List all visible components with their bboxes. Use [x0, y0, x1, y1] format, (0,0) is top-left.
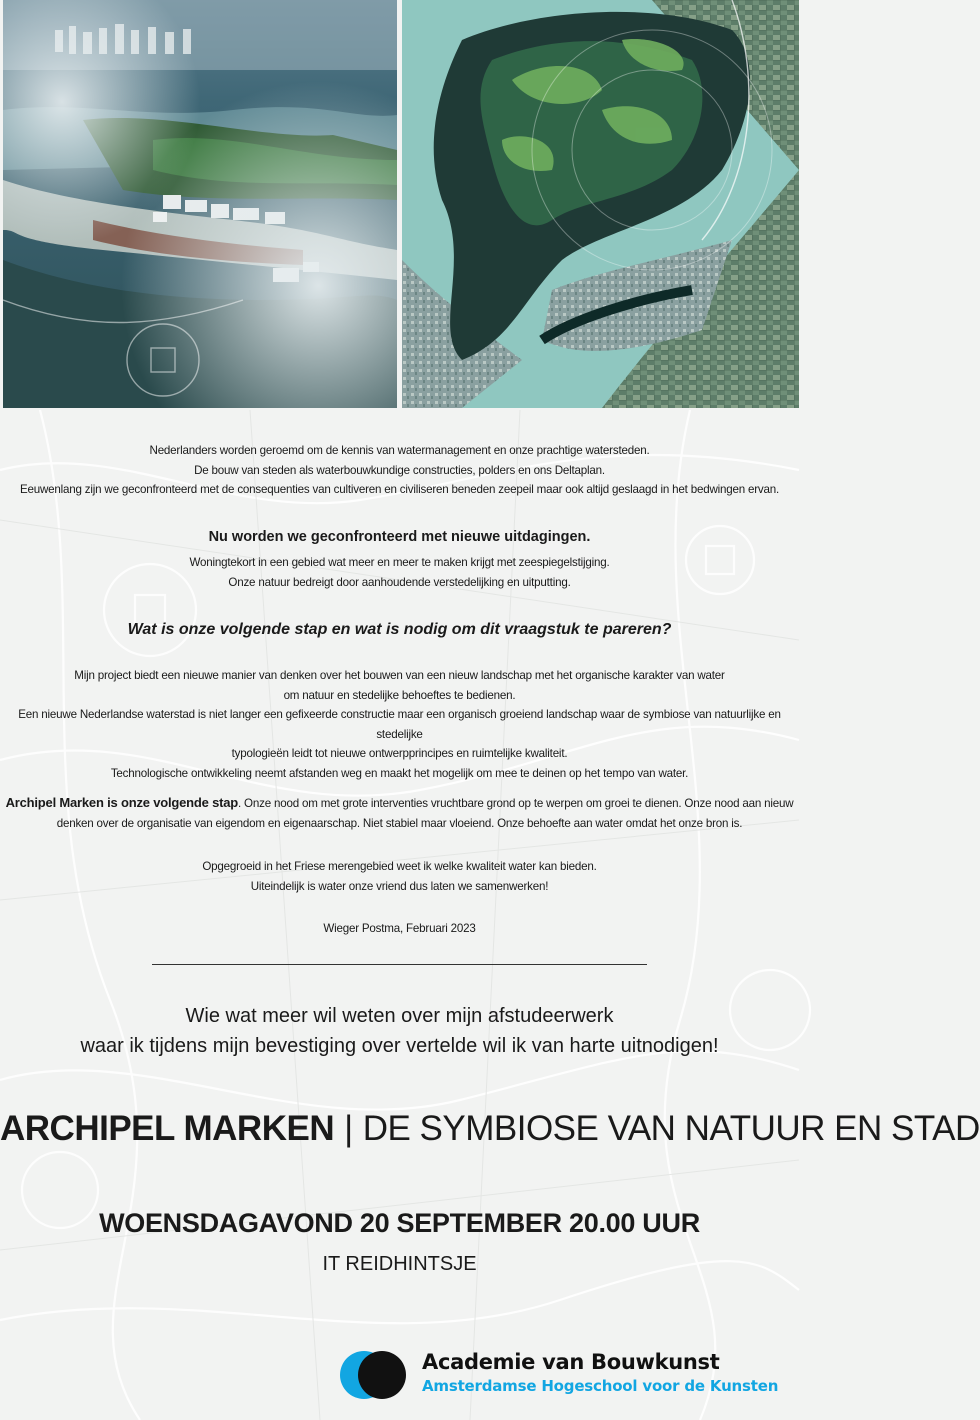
key-question: Wat is onze volgende stap en wat is nodig om dit vraagstuk te pareren?: [127, 621, 672, 638]
text-line: Woningtekort in een gebied wat meer en meer te maken krijgt met zeespiegelstijging.: [189, 556, 610, 569]
text-line: Eeuwenlang zijn we geconfronteerd met de consequenties van cultiveren en civiliseren beneden zeepeil maar ook altijd geslaagd in het bedwingen ervan.: [19, 483, 780, 497]
project-name: ARCHIPEL MARKEN: [0, 1109, 335, 1148]
text-line: De bouw van steden als waterbouwkundige constructies, polders en ons Deltaplan.: [194, 463, 605, 477]
text-line: [0, 793, 799, 814]
logo-circles-icon: [338, 1348, 410, 1402]
event-datetime: WOENSDAGAVOND 20 SEPTEMBER 20.00 UUR: [99, 1208, 700, 1238]
invitation-text: [0, 1001, 799, 1061]
title-separator: |: [344, 1109, 353, 1148]
text-line: Wie wat meer wil weten over mijn afstudeerwerk: [185, 1005, 614, 1027]
statement-rest: . Onze nood om met grote interventies vruchtbare grond op te werpen om groei te dienen. Onze nood aan nieuw: [238, 797, 794, 810]
text-line: Uiteindelijk is water onze vriend dus laten we samenwerken!: [250, 879, 549, 893]
signature: Wieger Postma, Februari 2023: [323, 922, 476, 935]
statement-paragraph: [0, 793, 799, 833]
closing-paragraph: [0, 857, 799, 896]
text-line: Opgegroeid in het Friese merengebied weet ik welke kwaliteit water kan bieden.: [202, 860, 597, 873]
text-line: Onze natuur bedreigt door aanhoudende verstedelijking en uitputting.: [228, 575, 571, 589]
statement-bold: Archipel Marken is onze volgende stap: [5, 795, 239, 810]
intro-paragraph: [0, 441, 799, 500]
text-line: Mijn project biedt een nieuwe manier van denken over het bouwen van een nieuw landschap met het organische karakter van water: [74, 669, 725, 682]
project-subtitle: DE SYMBIOSE VAN NATUUR EN STAD: [362, 1109, 980, 1148]
event-title: [0, 1109, 980, 1149]
text-line: Nederlanders worden geroemd om de kennis van watermanagement en onze prachtige watersteden.: [149, 444, 650, 457]
logo-subtitle: Amsterdamse Hogeschool voor de Kunsten: [422, 1377, 779, 1395]
logo-name: Academie van Bouwkunst: [422, 1350, 720, 1374]
divider: [152, 964, 647, 965]
text-line: typologieën leidt tot nieuwe ontwerpprincipes en ruimtelijke kwaliteit.: [231, 747, 568, 761]
academy-logo: [338, 1346, 798, 1406]
text-line: Technologische ontwikkeling neemt afstanden weg en maakt het mogelijk om mee te deinen op het tempo van water.: [110, 766, 689, 780]
text-line: denken over de organisatie van eigendom en eigenaarschap. Niet stabiel maar vloeiend. Onze behoefte aan water omdat het onze bron is.: [56, 816, 743, 830]
challenge-paragraph: [0, 553, 799, 592]
text-line: waar ik tijdens mijn bevestiging over vertelde wil ik van harte uitnodigen!: [80, 1035, 719, 1057]
project-paragraph: [0, 666, 799, 784]
text-line: Een nieuwe Nederlandse waterstad is niet langer een gefixeerde constructie maar een organisch groeiend landschap waar de symbiose van natuurlijke en stedelijke: [18, 708, 781, 741]
text-line: om natuur en stedelijke behoeftes te bedienen.: [283, 688, 516, 702]
event-venue: IT REIDHINTSJE: [322, 1253, 477, 1275]
challenge-heading: Nu worden we geconfronteerd met nieuwe uitdagingen.: [208, 529, 591, 545]
